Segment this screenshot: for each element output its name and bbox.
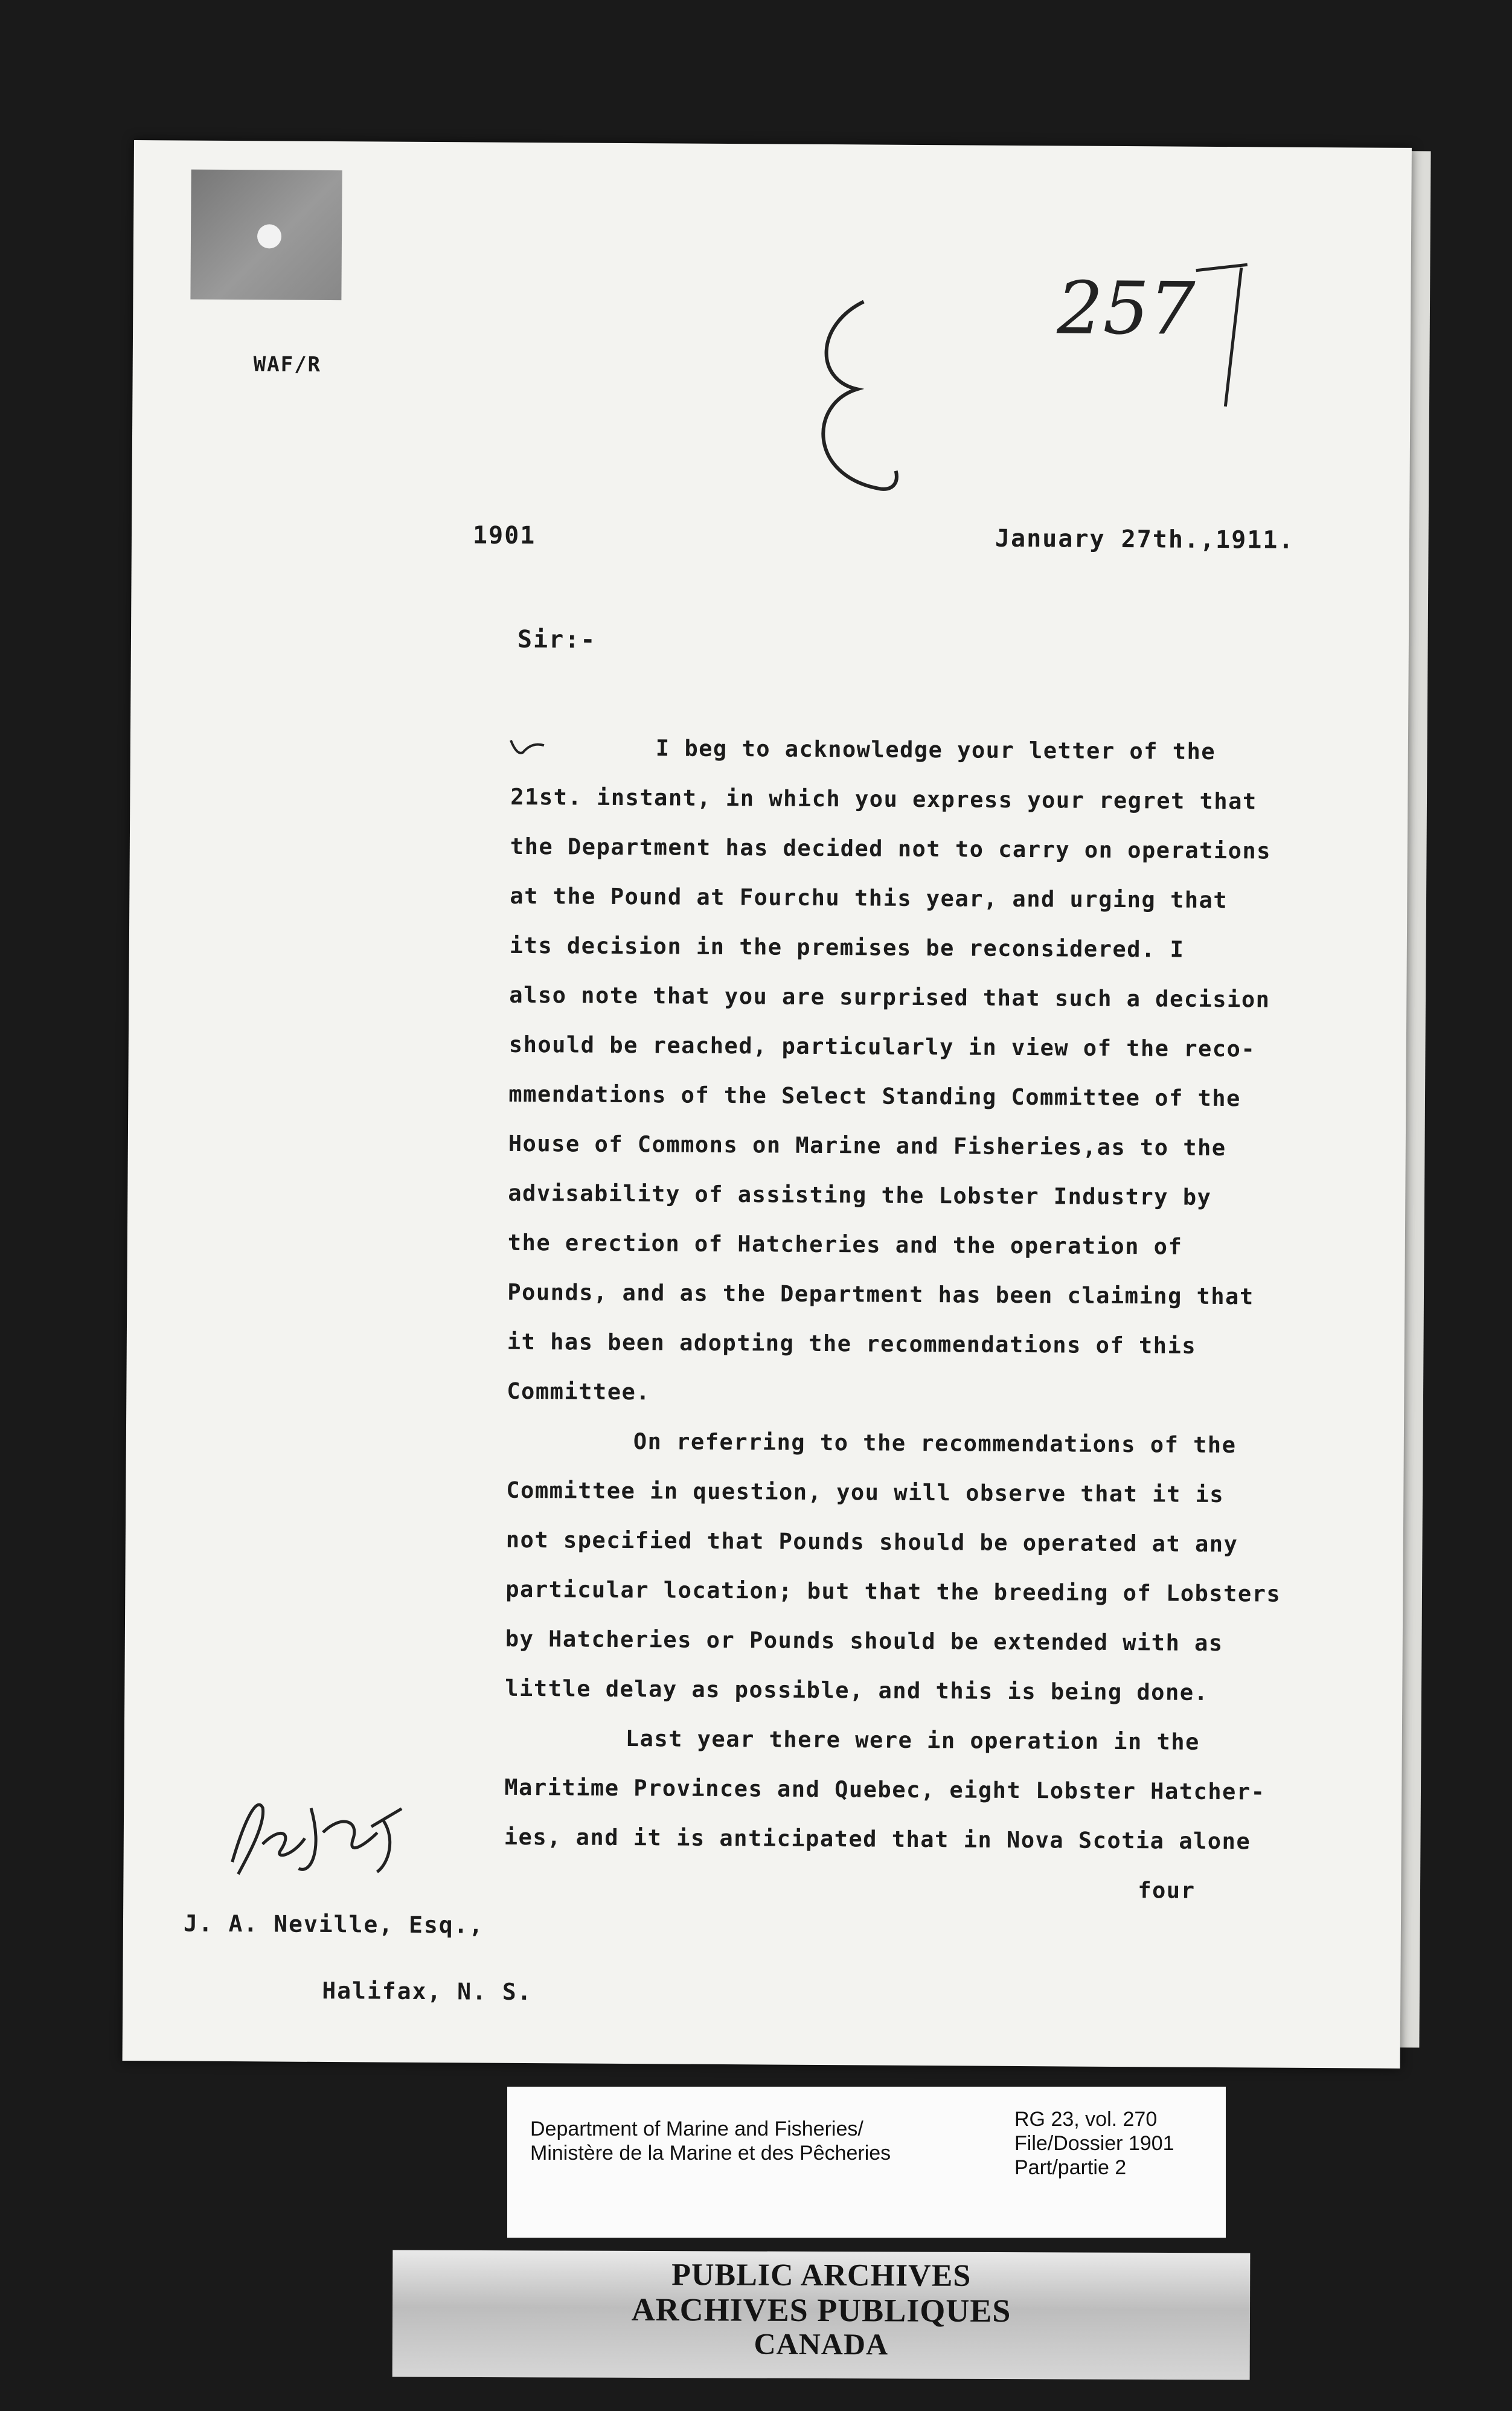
body-line: House of Commons on Marine and Fisheries,as to the: [508, 1130, 1226, 1161]
stamp-line-3: CANADA: [754, 2326, 889, 2361]
record-group: RG 23, vol. 270: [1014, 2108, 1158, 2131]
body-line: not specified that Pounds should be operated at any: [505, 1526, 1238, 1558]
body-line: Committee.: [507, 1378, 651, 1405]
folio-stroke: [1225, 268, 1241, 406]
body-line: at the Pound at Fourchu this year, and urging that: [510, 882, 1228, 914]
file-dossier: File/Dossier 1901: [1014, 2132, 1174, 2155]
folio-number-handwritten: [1050, 242, 1269, 413]
body-line: by Hatcheries or Pounds should be extended with as: [505, 1625, 1223, 1657]
body-line: the erection of Hatcheries and the operation of: [507, 1229, 1183, 1260]
body-line: its decision in the premises be reconsidered. I: [509, 932, 1185, 963]
stamp-line-2: ARCHIVES PUBLIQUES: [631, 2291, 1011, 2329]
reference-initials: WAF/R: [253, 352, 322, 377]
paperclip-mark: [190, 170, 342, 301]
stamp-line-1: PUBLIC ARCHIVES: [671, 2258, 972, 2293]
folio-number-text: 257: [1056, 266, 1196, 352]
archive-reference-label: [507, 2087, 1226, 2238]
body-line: 21st. instant, in which you express your regret that: [510, 783, 1257, 815]
body-line: Committee in question, you will observe that it is: [506, 1477, 1225, 1508]
punch-hole: [257, 224, 281, 248]
body-line: I beg to acknowledge your letter of the: [655, 735, 1216, 765]
department-name-fr: Ministère de la Marine et des Pêcheries: [530, 2142, 891, 2165]
salutation: Sir:-: [517, 625, 597, 654]
letter-date: January 27th.,1911.: [995, 524, 1295, 554]
part-partie: Part/partie 2: [1014, 2156, 1127, 2179]
e-mark-stroke: [823, 301, 898, 489]
letter-page: [123, 140, 1412, 2069]
body-line: little delay as possible, and this is being done.: [505, 1675, 1209, 1706]
body-line: also note that you are surprised that such a decision: [509, 981, 1270, 1013]
body-line: ies, and it is anticipated that in Nova Scotia alone: [504, 1823, 1251, 1855]
file-number: 1901: [472, 521, 536, 550]
body-line: Maritime Provinces and Quebec, eight Lobster Hatcher-: [504, 1774, 1266, 1805]
body-line: Pounds, and as the Department has been claiming that: [507, 1279, 1254, 1310]
handwritten-e-mark: [790, 289, 912, 519]
department-name-en: Department of Marine and Fisheries/: [530, 2117, 863, 2140]
body-line: advisability of assisting the Lobster Industry by: [508, 1180, 1212, 1210]
body-line: mmendations of the Select Standing Committee of the: [508, 1080, 1241, 1112]
body-line: the Department has decided not to carry on operations: [510, 833, 1272, 864]
check-mark: [508, 734, 550, 759]
body-line: On referring to the recommendations of the: [633, 1428, 1237, 1459]
recipient-name: J. A. Neville, Esq.,: [183, 1910, 484, 1939]
public-archives-stamp: [392, 2250, 1251, 2380]
body-line: should be reached, particularly in view of the reco-: [508, 1031, 1256, 1062]
body-line: particular location; but that the breeding of Lobsters: [505, 1576, 1281, 1607]
catchword: four: [1138, 1877, 1196, 1904]
handwritten-signature: [220, 1771, 414, 1893]
body-line: it has been adopting the recommendations of this: [507, 1328, 1197, 1359]
recipient-place: Halifax, N. S.: [322, 1977, 533, 2006]
body-line: Last year there were in operation in the: [625, 1726, 1200, 1755]
